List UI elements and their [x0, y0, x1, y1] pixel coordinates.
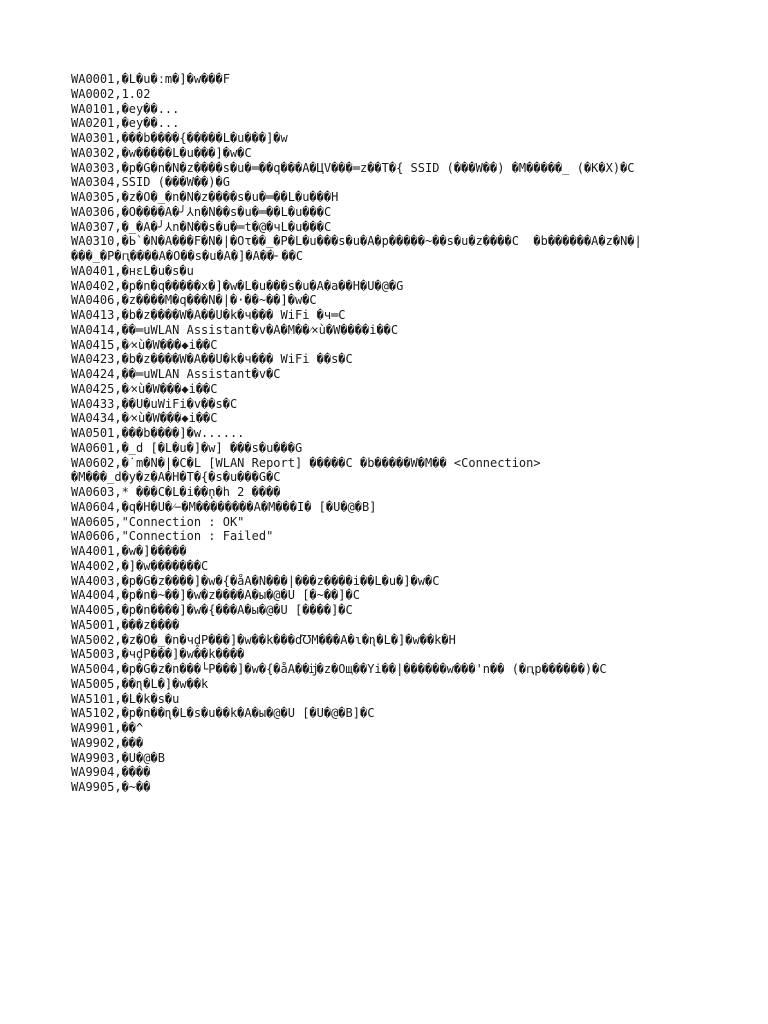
text-line: WA0424,��═uWLAN Assistant�v�C	[71, 367, 281, 381]
text-line: WA0101,�ey��...	[71, 101, 180, 116]
text-line: WA9903,�U�@�B	[71, 750, 165, 765]
text-line: WA4002,�]�w�������C	[71, 558, 209, 573]
text-line: WA0401,�нεL�u�s�u	[71, 263, 194, 278]
text-line: WA0603,* ���C�L�i��̨n�h 2 ����	[71, 485, 281, 499]
text-line: WA0406,�z����M�q���N�|�·��~��]�w�C	[71, 293, 317, 308]
text-line: �M���_d�y�z�A�H�T�{�s�u���G�C	[71, 470, 281, 485]
text-line: WA9902,���	[71, 735, 144, 750]
text-line: WA5004,�p�G�z�n���└P���]�w�{�åA��ĳ�z�Oщ��Yi��|������w���'n�� (�ԥp������)�C	[71, 662, 607, 676]
text-line: WA0415,�⁄×ù�W���◆i��C	[71, 337, 218, 352]
text-line: WA0402,�p�n�q�����x�]�w�L�u���s�u�A�a��H�U�@�G	[71, 278, 404, 293]
text-line: WA9904,����	[71, 765, 151, 780]
text-line: ���_�P�ԥ����A�O��s�u�A�]�A��╴��C	[71, 249, 304, 263]
text-line: WA5003,�чḓP���]�w��k����	[71, 647, 245, 662]
text-line: WA0605,"Connection : OK"	[71, 514, 245, 529]
text-line: WA0301,���b����{�����L�u���]�w	[71, 131, 288, 145]
text-line: WA0310,�Ь`�N�A���F�N�|�Oτ��_�P�L�u���s�u�A�p�����~��s�u�z����C �b������A�z�N�|	[71, 234, 642, 249]
text-line: WA0304,SSID (���W��)�G	[71, 175, 230, 190]
text-line: WA0302,�w�����L�u���]�w�C	[71, 145, 252, 160]
text-line: WA5101,�L�k�s�u	[71, 691, 180, 706]
text-line: WA0002,1.02	[71, 86, 151, 101]
text-line: WA5002,�z�O�_�n�чḓP���]�w��k���ď℧M���A�ɩ�ɳ�L�]�w��k�H	[71, 632, 456, 647]
text-line: WA0433,��U�uWiFi�v��s�C	[71, 396, 238, 411]
text-line: WA0434,�⁄×ù�W���◆i��C	[71, 411, 218, 426]
text-line: WA0604,�q�H�U�⁄−�M��������A�M���I� [�U�@�B]	[71, 499, 377, 514]
text-line: WA5001,���z����	[71, 617, 180, 632]
text-line: WA4004,�p�n�~��]�w�z����A�ы�@�U [�~��]�C	[71, 588, 360, 603]
text-line: WA0201,�ey��...	[71, 116, 180, 131]
text-line: WA4005,�p�n����]�w�{���A�ы�@�U [����]�C	[71, 603, 353, 617]
text-line: WA5102,�p�n��ɳ�L�s�u��k�A�ы�@�U [�U�@�B]�C	[71, 706, 375, 721]
text-line: WA4003,�p�G�z����]�w�{�åA�N���|���z����i��L�u�]�w�C	[71, 573, 440, 588]
text-line: WA0307,�_�A�╯⅄n�N��s�u�═t�@�чL�u���C	[71, 219, 332, 234]
document-text	[71, 72, 760, 795]
text-line: WA9905,�~��	[71, 780, 151, 794]
text-line: WA0606,"Connection : Failed"	[71, 529, 274, 544]
text-line: WA5005,��ɳ�L�]�w��k	[71, 676, 209, 691]
text-line: WA4001,�w�]�����	[71, 544, 187, 558]
text-line: WA0413,�b�z����W�A��U�k�ч��� WiFi �ч═C	[71, 308, 346, 322]
text-line: WA9901,��^	[71, 721, 144, 735]
text-line: WA0001,�L�u�ːm�]�w���F	[71, 72, 230, 86]
text-line: WA0423,�b�z����W�A��U�k�ч��� WiFi ��s�C	[71, 352, 353, 367]
text-line: WA0306,�O����A�╯⅄n�N��s�u�═��L�u���C	[71, 204, 332, 219]
text-line: WA0602,�˙m�N�|�C�L [WLAN Report] �����C �b�����W�M�� <Connection>	[71, 455, 541, 470]
text-line: WA0414,��═uWLAN Assistant�v�A�M��⁄×ù�W����i��C	[71, 322, 399, 337]
text-line: WA0425,�⁄×ù�W���◆i��C	[71, 381, 218, 396]
text-line: WA0305,�z�O�_�n�N�z����s�u�═��L�u���H	[71, 190, 339, 204]
text-line: WA0501,���b����]�w......	[71, 426, 245, 440]
text-line: WA0601,�_d [�L�u�]�w] ���s�u���G	[71, 440, 303, 455]
text-line: WA0303,�p�G�n�N�z����s�u�═��q���A�ЦV���═z��T�{ SSID (���W��) �M�����_ (�K�X)�C	[71, 160, 635, 175]
